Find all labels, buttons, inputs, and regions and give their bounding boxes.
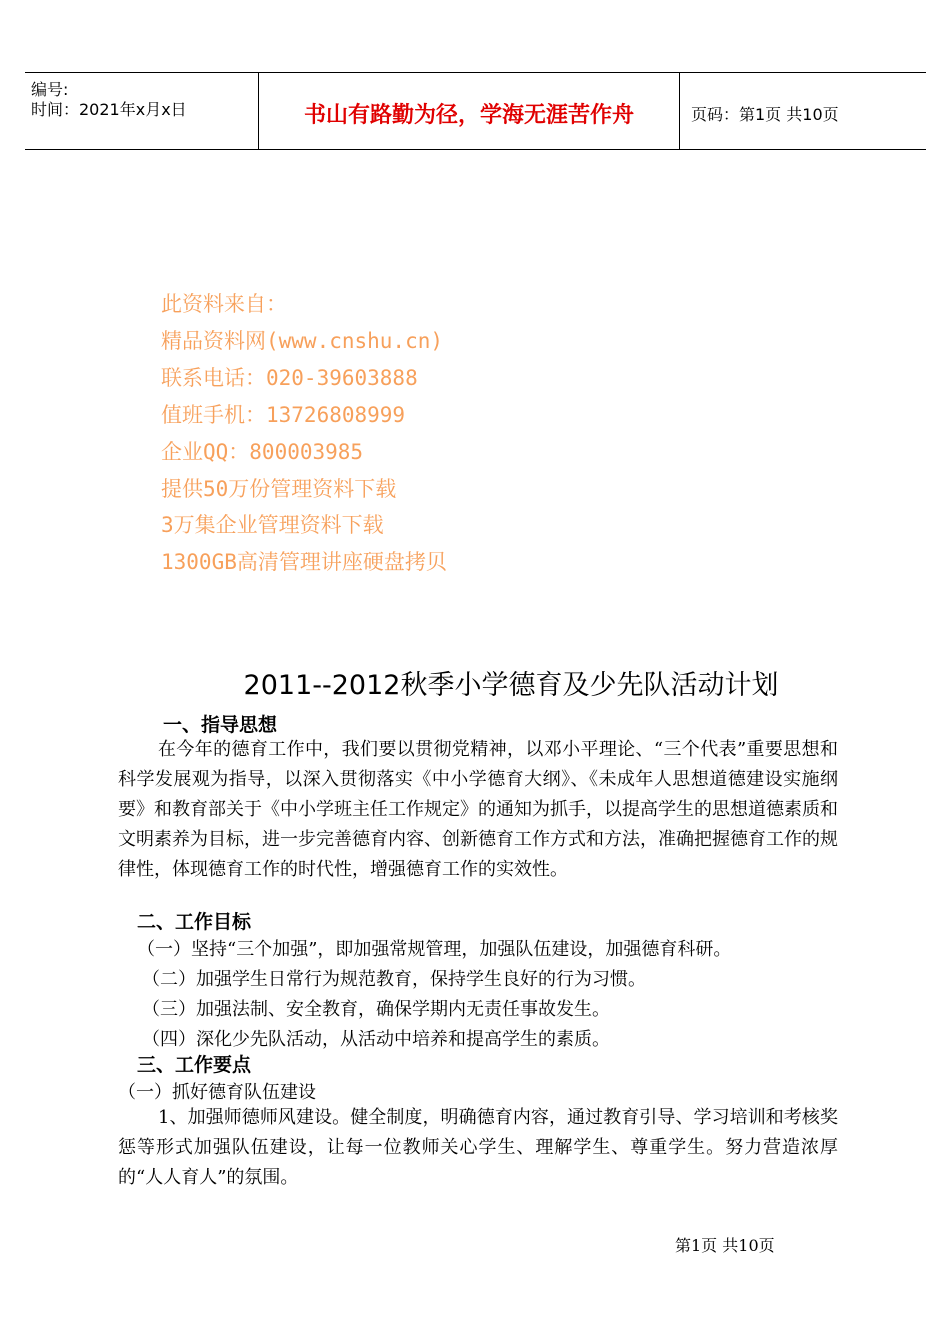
source-line: 企业QQ：800003985 xyxy=(161,439,364,464)
header-divider xyxy=(679,73,680,149)
header-page-label: 页码：第1页 共10页 xyxy=(691,105,839,124)
goal-item: （一）坚持“三个加强”，即加强常规管理，加强队伍建设，加强德育科研。 xyxy=(137,939,732,960)
section-heading-3: 三、工作要点 xyxy=(137,1054,252,1076)
source-line: 3万集企业管理资料下载 xyxy=(161,513,384,538)
goal-item: （四）深化少先队活动，从活动中培养和提高学生的素质。 xyxy=(142,1029,610,1050)
header-motto: 书山有路勤为径，学海无涯苦作舟 xyxy=(303,103,634,128)
number-label: 编号: xyxy=(31,80,69,99)
section-heading-1: 一、指导思想 xyxy=(163,714,278,736)
page-footer: 第1页 共10页 xyxy=(675,1236,775,1255)
source-line: 精品资料网(www.cnshu.cn) xyxy=(161,328,444,353)
goal-item: （三）加强法制、安全教育，确保学期内无责任事故发生。 xyxy=(142,999,610,1020)
source-info-block xyxy=(161,286,447,581)
section-1-paragraph: 在今年的德育工作中，我们要以贯彻党精神，以邓小平理论、“三个代表”重要思想和科学发展观为指导，以深入贯彻落实《中小学德育大纲》、《未成年人思想道德建设实施纲要》和教育部关于《中小学班主任工作规定》的通知为抓手，以提高学生的思想道德素质和文明素养为目标，进一步完善德育内容、创新德育工作方式和方法，准确把握德育工作的规律性，体现德育工作的时代性，增强德育工作的实效性。 xyxy=(118,739,838,880)
source-line: 值班手机：13726808999 xyxy=(161,402,406,427)
time-label: 时间：2021年x月x日 xyxy=(31,100,187,119)
subsection-paragraph: 1、加强师德师风建设。健全制度，明确德育内容，通过教育引导、学习培训和考核奖惩等形式加强队伍建设，让每一位教师关心学生、理解学生、尊重学生。努力营造浓厚的“人人育人”的氛围。 xyxy=(118,1107,838,1188)
goal-item: （二）加强学生日常行为规范教育，保持学生良好的行为习惯。 xyxy=(142,969,646,990)
source-line: 此资料来自： xyxy=(161,292,287,316)
document-title: 2011--2012秋季小学德育及少先队活动计划 xyxy=(243,670,779,701)
page-header xyxy=(25,72,926,150)
source-line: 联系电话：020-39603888 xyxy=(161,365,418,390)
source-line: 1300GB高清管理讲座硬盘拷贝 xyxy=(161,550,447,575)
source-line: 提供50万份管理资料下载 xyxy=(161,476,397,501)
section-heading-2: 二、工作目标 xyxy=(137,911,252,933)
subsection-heading: （一）抓好德育队伍建设 xyxy=(118,1082,316,1103)
header-meta xyxy=(31,80,187,120)
